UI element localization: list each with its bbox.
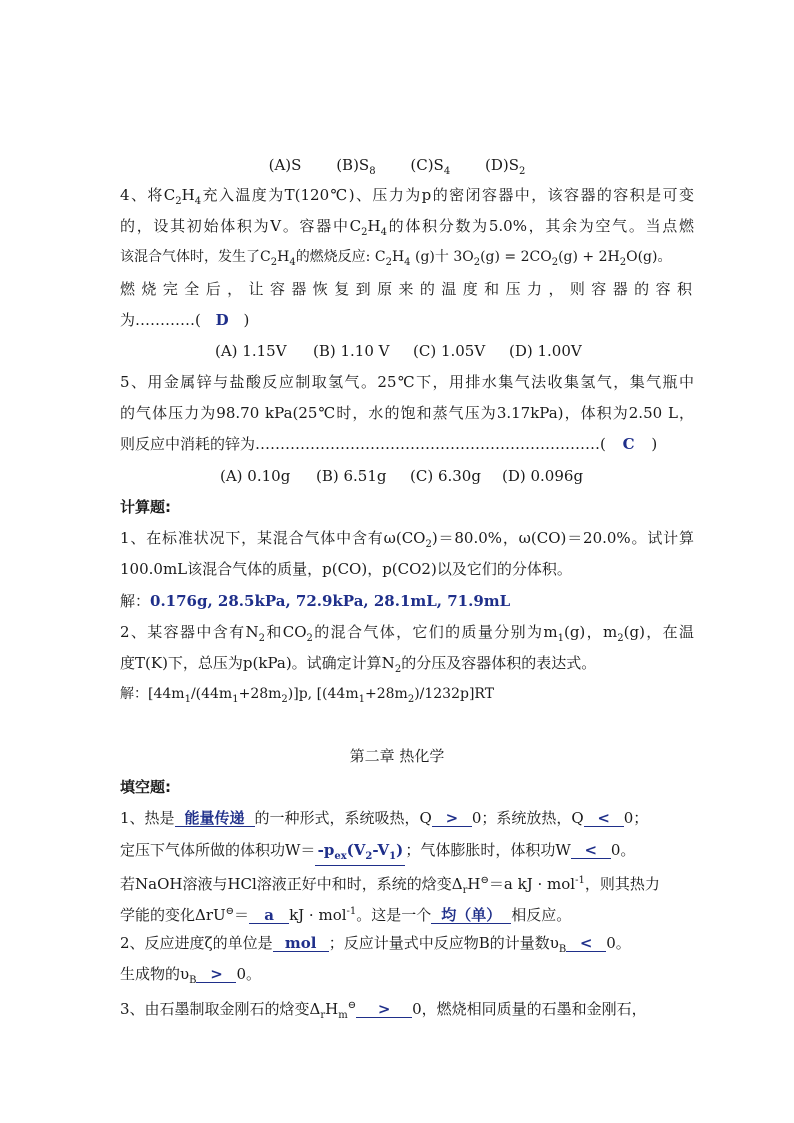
f1-blank-absorb: > xyxy=(432,810,472,827)
f1-blank-work: $-p_{ex}(V_2-V_1)$ xyxy=(315,842,405,866)
f3-blank-enthalpy: > xyxy=(356,1001,412,1018)
q4-answer: D xyxy=(215,311,229,329)
fill-heading: 填空题: xyxy=(120,778,171,796)
f1-blank-du: a xyxy=(249,907,289,924)
f1-line-4: 学能的变化ΔrU⊖＝ a kJ · mol$^{-1}$。这是一个 均（单） 相反应。 xyxy=(120,906,572,924)
f2-blank-unit: mol xyxy=(273,935,329,952)
q4-line-4: 燃烧完全后，让容器恢复到原来的温度和压力，则容器的容积 xyxy=(120,280,694,298)
f1-blank-heat: 能量传递 xyxy=(175,810,255,827)
q5-option-b: (B) 6.51g xyxy=(316,467,387,485)
q5-line-1: 5、用金属锌与盐酸反应制取氢气。25℃下，用排水集气法收集氢气，集气瓶中 xyxy=(120,373,694,391)
q4-line-1: 4、将$C_2H_4$充入温度为T(120℃)、压力为p的密闭容器中，该容器的容积是可变 xyxy=(120,186,694,207)
c2-line-2: 度T(K)下，总压为p(kPa)。试确定计算$N_2$的分压及容器体积的表达式。 xyxy=(120,654,597,675)
q5-option-d: (D) 0.096g xyxy=(502,467,584,485)
q5-stem-end: 则反应中消耗的锌为……………………………………………………………( xyxy=(120,435,606,453)
q4-line-3: 该混合气体时，发生了$C_2H_4$的燃烧反应: $C_2H_4$ (g)十 $3O_2(g) = 2CO_2(g) + 2H_2O(g)$。 xyxy=(120,249,672,268)
f1-line-2: 定压下气体所做的体积功$W= -p_{ex}(V_2-V_1)$ ；气体膨胀时，体积功W < 0。 xyxy=(120,840,694,866)
q4-line-5 xyxy=(120,310,694,330)
c1-solution-label: 解： xyxy=(120,592,151,610)
f1-line-1: 1、热是 能量传递 的一种形式，系统吸热，Q > 0；系统放热，Q < 0； xyxy=(120,809,649,827)
q5-paren-close: ) xyxy=(651,435,658,453)
f2-blank-product: > xyxy=(196,966,236,983)
q3-option-a: (A)S xyxy=(268,156,302,174)
f1-blank-expansion: < xyxy=(571,842,611,859)
c2-solution: 解：$[44m_1/(44m_1+28m_2)]p$, $[(44m_1+28m_2)/1232p]RT$ xyxy=(120,686,495,705)
f1-blank-release: < xyxy=(584,810,624,827)
q4-line-2: 的，设其初始体积为V。容器中$C_2H_4$的体积分数为5.0%，其余为空气。当点燃 xyxy=(120,217,694,238)
q5-line-3 xyxy=(120,434,694,454)
c1-line-2: 100.0mL该混合气体的质量，p(CO)，p(CO2)以及它们的分体积。 xyxy=(120,560,572,578)
chapter-title: 第二章 热化学 xyxy=(349,747,445,765)
f2-blank-reactant: < xyxy=(566,935,606,952)
q4-options xyxy=(215,341,695,361)
f1-line-3: 若NaOH溶液与HCl溶液正好中和时，系统的焓变$\Delta_rH^⊖=a$ kJ · mol$^{-1}$，则其热力 xyxy=(120,875,660,896)
calc-heading: 计算题: xyxy=(120,498,171,516)
q4-option-d: (D) 1.00V xyxy=(509,342,582,360)
q5-option-a: (A) 0.10g xyxy=(220,467,291,485)
q5-option-c: (C) 6.30g xyxy=(410,467,481,485)
f3-line-1: 3、由石墨制取金刚石的焓变$\Delta_rH_m^⊖ > 0$，燃烧相同质量的石墨和金刚石， xyxy=(120,1000,647,1021)
q5-line-2: 的气体压力为98.70 kPa(25℃时，水的饱和蒸气压为3.17kPa)，体积为2.50 L， xyxy=(120,404,694,422)
c1-solution-value: 0.176g, 28.5kPa, 72.9kPa, 28.1mL, 71.9mL xyxy=(150,592,511,610)
q5-options xyxy=(220,466,700,486)
c1-solution xyxy=(120,591,694,611)
f2-line-2: 生成物的$\upsilon_B > 0$。 xyxy=(120,965,262,986)
q3-option-d: $(D)S_2$ xyxy=(485,156,526,177)
f2-line-1: 2、反应进度ζ的单位是 mol ；反应计量式中反应物B的计量数$\upsilon_B < 0$。 xyxy=(120,934,631,955)
q3-option-b: $(B)S_8$ xyxy=(336,156,376,177)
q4-option-c: (C) 1.05V xyxy=(413,342,486,360)
q3-options xyxy=(0,155,794,182)
q4-paren-close: ) xyxy=(243,311,250,329)
q3-option-c: $(C)S_4$ xyxy=(410,156,451,177)
q4-stem-end: 为…………( xyxy=(120,311,201,329)
q4-option-b: (B) 1.10 V xyxy=(313,342,390,360)
q5-answer: C xyxy=(622,435,635,453)
c1-line-1: 1、在标准状况下，某混合气体中含有$\omega(CO_2)=80.0\%$，ω(CO)＝20.0%。试计算 xyxy=(120,529,695,550)
q4-option-a: (A) 1.15V xyxy=(215,342,287,360)
f1-blank-phase: 均（单） xyxy=(431,907,511,924)
c2-line-1: 2、某容器中含有$N_2$和$CO_2$的混合气体，它们的质量分别为$m_1(g)$，$m_2(g)$，在温 xyxy=(120,623,695,644)
